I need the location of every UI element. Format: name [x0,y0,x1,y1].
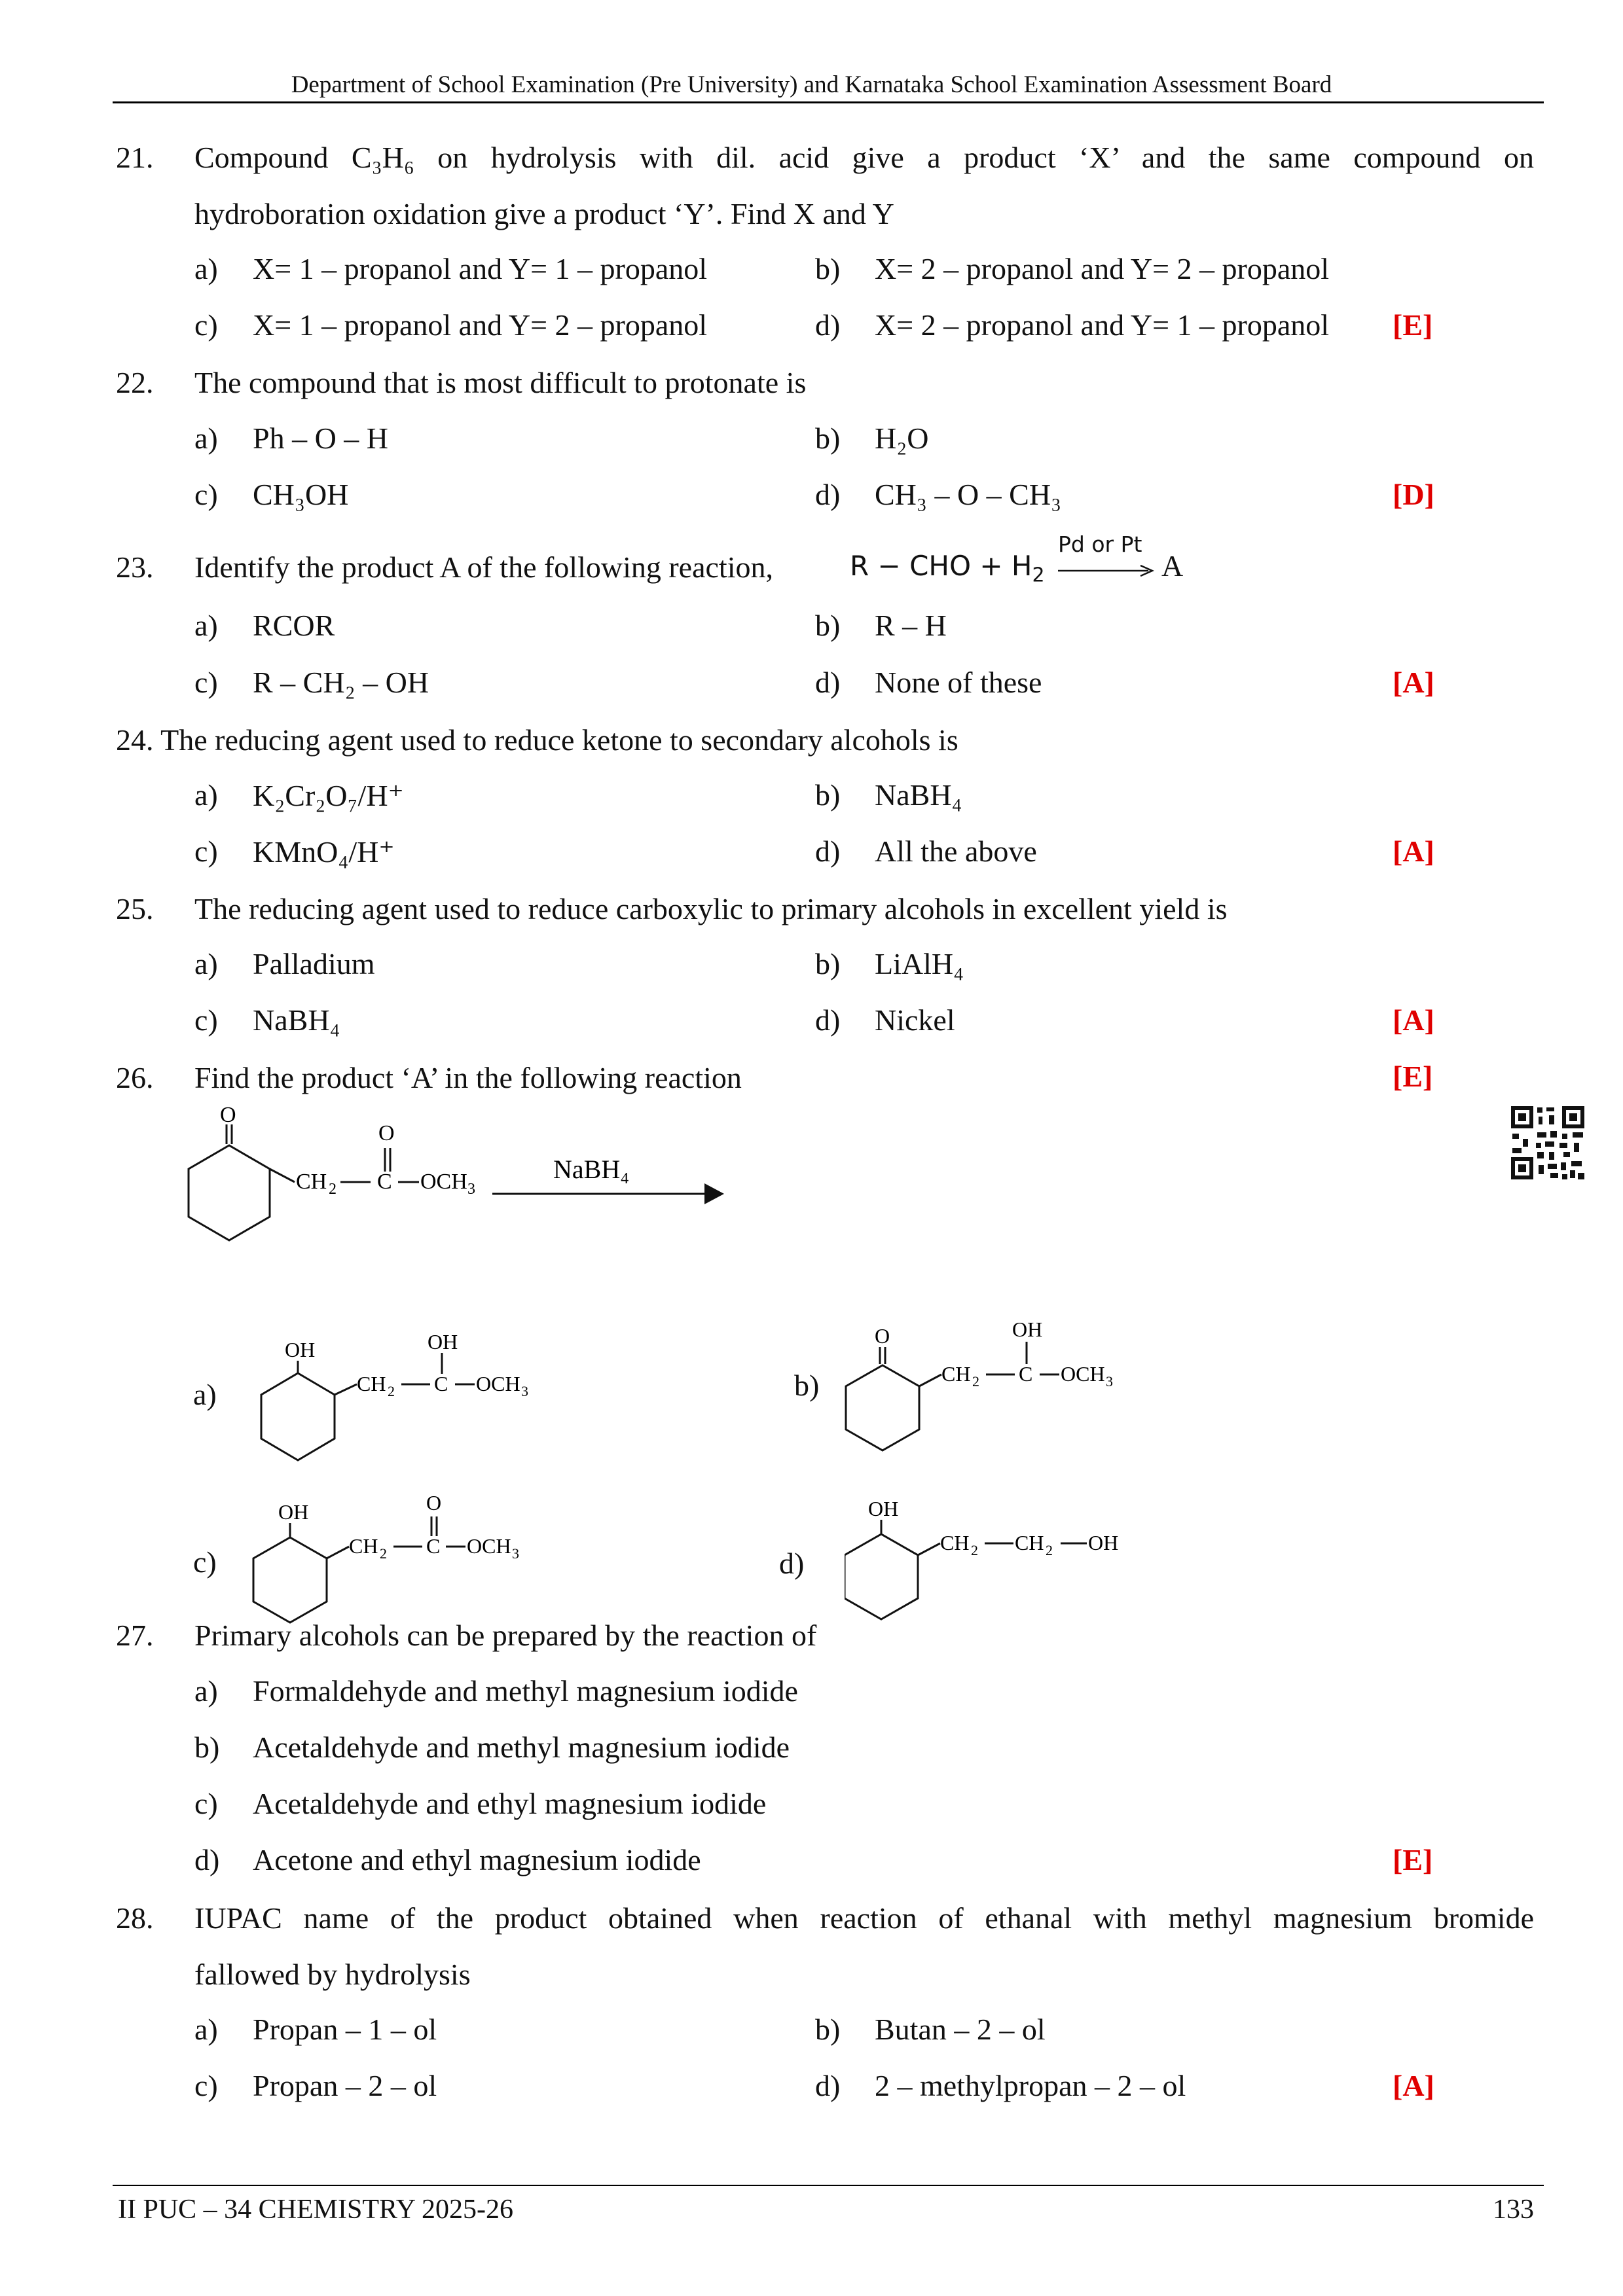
option-text: H₂O [875,422,929,455]
option-label: b) [815,778,841,812]
option-text: KMnO₄/H⁺ [253,835,395,869]
option-label: a) [194,252,218,285]
option-label: d) [779,1547,805,1580]
option-label: b) [794,1369,820,1402]
option-text: NaBH₄ [875,778,962,812]
chem-label: C [377,1170,392,1194]
question-text: IUPAC name of the product obtained when reaction of ethanal with methyl magnesium bromide [194,1901,1534,1935]
question-number: 22. [116,366,154,399]
option-label: c) [194,834,218,868]
option-text: X= 2 – propanol and Y= 1 – propanol [875,308,1330,342]
option-text: Propan – 1 – ol [253,2013,437,2046]
reaction-lhs: R − CHO + $H_2$ [850,550,1045,587]
chem-label: OH [868,1497,899,1520]
option-label: d) [815,1003,841,1037]
option-c-structure [252,1476,553,1633]
option-label: d) [194,1843,220,1876]
option-text: Nickel [875,1003,955,1037]
answer-key: [D] [1393,478,1434,511]
option-label: a) [194,1674,218,1708]
chem-label: OCH [1061,1362,1105,1386]
option-text: Formaldehyde and methyl magnesium iodide [253,1674,798,1708]
footer-rule [113,2185,1544,2186]
chem-label: C [434,1372,448,1395]
qr-code-icon [1510,1105,1586,1181]
option-label: a) [194,422,218,455]
option-d-structure [845,1474,1146,1631]
question-number: 27. [116,1619,154,1652]
option-text: Ph – O – H [253,422,389,455]
question-number: 21. [116,141,154,174]
option-label: a) [193,1378,217,1411]
option-text: LiAlH₄ [875,947,964,980]
chem-label: O [378,1121,395,1145]
chem-label: CH [1015,1531,1044,1554]
option-text: RCOR [253,609,335,642]
page-header: Department of School Examination (Pre University) and Karnataka School Examination Assessment Board [291,71,1332,98]
option-text: CH₃OH [253,478,349,511]
question-text: Identify the product A of the following reaction, [194,550,773,584]
option-label: d) [815,308,841,342]
option-text: Propan – 2 – ol [253,2069,437,2102]
option-text: CH₃ – O – CH₃ [875,478,1062,511]
reactant-structure [183,1106,746,1276]
chem-label: 2 [972,1373,979,1390]
page-number: 133 [1493,2195,1534,2225]
question-text: Primary alcohols can be prepared by the reaction of [194,1619,817,1652]
reagent-label: NaBH₄ [553,1155,630,1184]
answer-key: [A] [1393,834,1434,868]
chem-label: OH [285,1338,316,1361]
option-text: X= 1 – propanol and Y= 2 – propanol [253,308,708,342]
chem-label: 2 [380,1545,387,1562]
option-text: R – CH₂ – OH [253,666,429,699]
question-text: The reducing agent used to reduce carboxylic to primary alcohols in excellent yield is [194,892,1228,925]
option-label: c) [194,308,218,342]
option-text: NaBH₄ [253,1003,340,1037]
chem-label: OH [428,1330,458,1354]
chem-label: CH [296,1170,327,1194]
option-text: All the above [875,834,1037,868]
chem-label: 3 [467,1181,475,1198]
chem-label: 2 [388,1383,395,1399]
option-label: c) [194,666,218,699]
option-label: c) [194,1787,218,1820]
reaction-product: A [1161,549,1184,583]
answer-key: [A] [1393,1003,1434,1037]
footer-title: II PUC – 34 CHEMISTRY 2025-26 [118,2195,513,2225]
option-text: X= 2 – propanol and Y= 2 – propanol [875,252,1330,285]
option-label: c) [193,1545,217,1579]
option-label: a) [194,609,218,642]
option-text: 2 – methylpropan – 2 – ol [875,2069,1186,2102]
answer-key: [E] [1393,308,1433,342]
header-rule [113,101,1544,103]
option-text: Acetone and ethyl magnesium iodide [253,1843,701,1876]
chem-label: C [1019,1362,1033,1386]
reaction-arrow [1057,563,1155,579]
answer-key: [A] [1393,666,1434,699]
chem-label: OH [1012,1318,1043,1341]
option-text: Acetaldehyde and methyl magnesium iodide [253,1731,790,1764]
chem-label: O [875,1324,890,1348]
chem-label: CH [357,1372,386,1395]
chem-label: OCH [420,1170,467,1194]
option-a-structure [259,1312,560,1469]
question-number: 23. [116,550,154,584]
chem-label: 3 [512,1545,519,1562]
question-text: 24. The reducing agent used to reduce ketone to secondary alcohols is [116,723,958,757]
chem-label: 3 [1106,1373,1113,1390]
chem-label: OH [278,1500,309,1524]
chem-label: OH [1088,1531,1119,1554]
option-text: Acetaldehyde and ethyl magnesium iodide [253,1787,767,1820]
option-text: X= 1 – propanol and Y= 1 – propanol [253,252,708,285]
chem-label: OCH [476,1372,520,1395]
option-label: a) [194,947,218,980]
option-b-structure [845,1302,1146,1460]
answer-key: [E] [1393,1060,1433,1093]
option-label: b) [815,422,841,455]
question-number: 26. [116,1061,154,1094]
chem-label: CH [941,1362,971,1386]
option-label: d) [815,666,841,699]
option-text: Butan – 2 – ol [875,2013,1046,2046]
answer-key: [A] [1393,2069,1434,2102]
option-label: b) [815,947,841,980]
chem-label: O [220,1106,236,1127]
option-text: Palladium [253,947,375,980]
chem-label: 2 [1046,1542,1053,1558]
option-label: a) [194,778,218,812]
question-text: Find the product ‘A’ in the following reaction [194,1061,742,1094]
option-label: b) [815,2013,841,2046]
chem-label: O [426,1491,442,1515]
question-text-cont: hydroboration oxidation give a product ‘Y’. Find X and Y [194,197,894,230]
option-label: d) [815,834,841,868]
chem-label: CH [940,1531,970,1554]
question-text: Compound C₃H₆ on hydrolysis with dil. acid give a product ‘X’ and the same compound on [194,141,1534,174]
reaction-catalyst: Pd or Pt [1058,531,1142,557]
option-label: c) [194,2069,218,2102]
option-label: b) [194,1731,220,1764]
option-text: None of these [875,666,1042,699]
option-text: K₂Cr₂O₇/H⁺ [253,779,404,812]
reaction-equation [850,531,1216,597]
option-label: d) [815,478,841,511]
option-label: a) [194,2013,218,2046]
chem-label: OCH [467,1534,511,1558]
answer-key: [E] [1393,1843,1433,1876]
chem-label: CH [349,1534,378,1558]
option-label: c) [194,1003,218,1037]
question-number: 28. [116,1901,154,1935]
option-label: d) [815,2069,841,2102]
option-label: b) [815,252,841,285]
chem-label: C [426,1534,441,1558]
question-text-cont: fallowed by hydrolysis [194,1958,471,1991]
chem-label: 2 [329,1181,337,1198]
question-number: 25. [116,892,154,925]
option-label: b) [815,609,841,642]
chem-label: 3 [521,1383,528,1399]
option-label: c) [194,478,218,511]
option-text: R – H [875,609,947,642]
chem-label: 2 [971,1542,978,1558]
question-text: The compound that is most difficult to protonate is [194,366,807,399]
